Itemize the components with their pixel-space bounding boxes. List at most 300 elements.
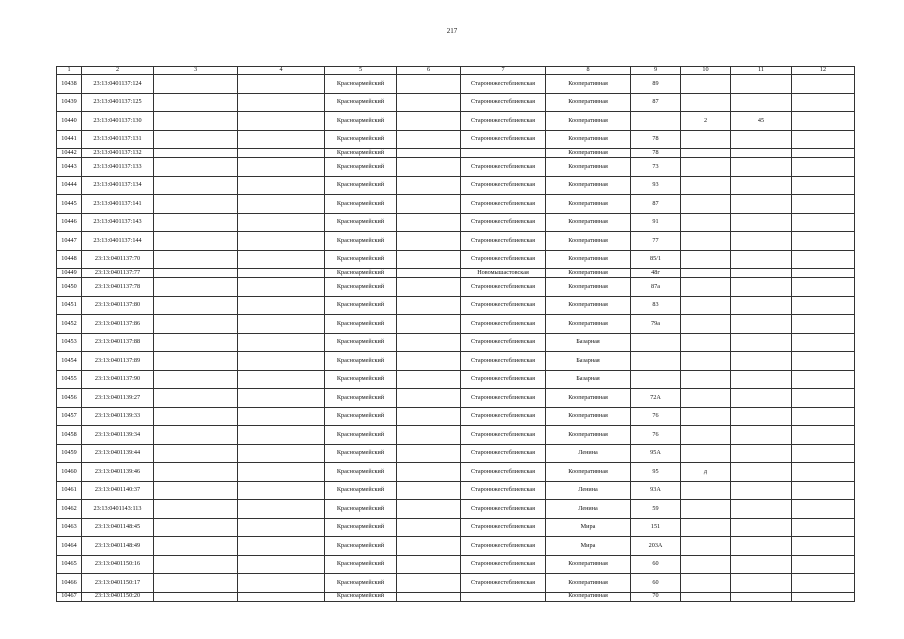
table-cell-col-10 [681,592,731,601]
table-body [57,75,855,602]
table-cell-col-11 [731,296,792,315]
registry-table [56,66,855,602]
table-cell-col-11: 45 [731,112,792,131]
table-cell-col-10 [681,537,731,556]
table-cell-col-9: 203А [631,537,681,556]
table-cell-col-10 [681,232,731,251]
column-header-3: 3 [154,67,238,75]
table-cell-col-6 [397,500,461,519]
table-cell-col-3 [154,537,238,556]
table-cell-col-4 [238,352,325,371]
table-cell-col-9: 87 [631,93,681,112]
table-cell-col-3 [154,232,238,251]
table-cell-col-10 [681,444,731,463]
table-cell-col-4 [238,296,325,315]
table-cell-col-1: 10440 [57,112,82,131]
table-cell-col-3 [154,481,238,500]
table-cell-col-3 [154,426,238,445]
table-cell-col-9: 72А [631,389,681,408]
table-cell-col-7: Староннжестеблиевская [461,158,546,177]
table-cell-col-11 [731,500,792,519]
table-cell-col-5: Красноармейский [325,463,397,482]
table-cell-col-8: Ленина [546,444,631,463]
table-cell-col-1: 10450 [57,278,82,297]
table-cell-col-8: Кооперативная [546,407,631,426]
table-cell-col-1: 10459 [57,444,82,463]
table-cell-col-12 [792,269,855,278]
table-cell-col-5: Красноармейский [325,333,397,352]
table-cell-col-10 [681,296,731,315]
table-cell-col-9: 91 [631,213,681,232]
table-cell-col-4 [238,75,325,94]
table-cell-col-11 [731,574,792,593]
table-cell-col-7: Староннжестеблиевская [461,112,546,131]
table-cell-col-11 [731,463,792,482]
table-cell-col-12 [792,444,855,463]
table-cell-col-12 [792,315,855,334]
table-row [57,315,855,334]
table-cell-col-10 [681,130,731,149]
table-cell-col-2: 23:13:0401137:77 [82,269,154,278]
table-cell-col-8: Кооперативная [546,269,631,278]
table-cell-col-7: Староннжестеблиевская [461,333,546,352]
table-row [57,537,855,556]
table-row [57,444,855,463]
table-cell-col-6 [397,269,461,278]
table-cell-col-1: 10454 [57,352,82,371]
table-row [57,130,855,149]
table-cell-col-2: 23:13:0401137:89 [82,352,154,371]
column-header-5: 5 [325,67,397,75]
table-cell-col-4 [238,518,325,537]
table-cell-col-9: 95А [631,444,681,463]
table-cell-col-2: 23:13:0401137:88 [82,333,154,352]
table-cell-col-7: Староннжестеблиевская [461,130,546,149]
table-cell-col-12 [792,426,855,445]
table-cell-col-5: Красноармейский [325,315,397,334]
table-cell-col-3 [154,444,238,463]
table-cell-col-10 [681,75,731,94]
table-cell-col-5: Красноармейский [325,75,397,94]
table-cell-col-5: Красноармейский [325,269,397,278]
table-cell-col-3 [154,370,238,389]
table-cell-col-2: 23:13:0401139:33 [82,407,154,426]
table-cell-col-12 [792,574,855,593]
table-cell-col-11 [731,176,792,195]
table-cell-col-12 [792,407,855,426]
table-cell-col-3 [154,130,238,149]
table-cell-col-3 [154,463,238,482]
table-cell-col-5: Красноармейский [325,537,397,556]
table-cell-col-5: Красноармейский [325,176,397,195]
table-cell-col-2: 23:13:0401137:86 [82,315,154,334]
table-cell-col-4 [238,130,325,149]
table-cell-col-2: 23:13:0401148:45 [82,518,154,537]
table-cell-col-12 [792,130,855,149]
table-cell-col-4 [238,537,325,556]
table-cell-col-6 [397,444,461,463]
table-cell-col-4 [238,500,325,519]
table-cell-col-3 [154,518,238,537]
table-cell-col-12 [792,518,855,537]
column-header-12: 12 [792,67,855,75]
table-cell-col-11 [731,426,792,445]
table-cell-col-12 [792,481,855,500]
table-cell-col-7: Староннжестеблиевская [461,463,546,482]
table-row [57,481,855,500]
table-cell-col-9: 78 [631,130,681,149]
table-cell-col-6 [397,407,461,426]
table-cell-col-7: Староннжестеблиевская [461,481,546,500]
table-cell-col-9 [631,112,681,131]
table-cell-col-8: Кооперативная [546,176,631,195]
table-cell-col-4 [238,195,325,214]
table-row [57,176,855,195]
table-row [57,370,855,389]
table-cell-col-7: Староннжестеблиевская [461,195,546,214]
table-cell-col-8: Кооперативная [546,389,631,408]
table-cell-col-7: Староннжестеблиевская [461,315,546,334]
table-cell-col-9: 151 [631,518,681,537]
table-cell-col-7: Староннжестеблиевская [461,278,546,297]
table-cell-col-10 [681,481,731,500]
table-cell-col-3 [154,500,238,519]
table-cell-col-11 [731,278,792,297]
table-cell-col-12 [792,149,855,158]
table-cell-col-11 [731,537,792,556]
table-header [57,67,855,75]
table-cell-col-1: 10442 [57,149,82,158]
table-cell-col-2: 23:13:0401137:130 [82,112,154,131]
table-cell-col-11 [731,592,792,601]
table-cell-col-7: Староннжестеблиевская [461,574,546,593]
table-cell-col-5: Красноармейский [325,158,397,177]
table-cell-col-1: 10463 [57,518,82,537]
column-header-1: 1 [57,67,82,75]
table-cell-col-11 [731,93,792,112]
table-cell-col-1: 10456 [57,389,82,408]
table-cell-col-7: Староннжестеблиевская [461,370,546,389]
table-cell-col-12 [792,278,855,297]
table-cell-col-7: Староннжестеблиевская [461,250,546,269]
table-cell-col-7: Новомышастовская [461,269,546,278]
table-cell-col-4 [238,389,325,408]
table-cell-col-2: 23:13:0401137:134 [82,176,154,195]
table-cell-col-12 [792,296,855,315]
table-cell-col-5: Красноармейский [325,278,397,297]
table-row [57,333,855,352]
table-cell-col-11 [731,407,792,426]
table-cell-col-5: Красноармейский [325,574,397,593]
table-row [57,296,855,315]
table-cell-col-3 [154,195,238,214]
table-cell-col-10 [681,555,731,574]
table-cell-col-10 [681,370,731,389]
table-cell-col-11 [731,195,792,214]
table-cell-col-11 [731,481,792,500]
table-cell-col-1: 10457 [57,407,82,426]
table-cell-col-6 [397,195,461,214]
table-cell-col-12 [792,352,855,371]
table-cell-col-1: 10465 [57,555,82,574]
table-cell-col-9: 83 [631,296,681,315]
table-cell-col-1: 10447 [57,232,82,251]
table-cell-col-8: Кооперативная [546,130,631,149]
table-cell-col-11 [731,315,792,334]
table-cell-col-1: 10453 [57,333,82,352]
table-cell-col-7: Староннжестеблиевская [461,407,546,426]
table-cell-col-5: Красноармейский [325,195,397,214]
table-cell-col-11 [731,352,792,371]
table-cell-col-3 [154,333,238,352]
table-row [57,500,855,519]
table-cell-col-6 [397,333,461,352]
table-cell-col-11 [731,75,792,94]
table-cell-col-5: Красноармейский [325,112,397,131]
table-cell-col-7: Староннжестеблиевская [461,75,546,94]
table-cell-col-1: 10460 [57,463,82,482]
table-cell-col-10 [681,176,731,195]
table-cell-col-11 [731,518,792,537]
table-cell-col-6 [397,213,461,232]
table-cell-col-4 [238,407,325,426]
table-cell-col-8: Мира [546,518,631,537]
table-row [57,232,855,251]
table-cell-col-7: Староннжестеблиевская [461,93,546,112]
table-cell-col-12 [792,500,855,519]
table-cell-col-8: Мира [546,537,631,556]
table-cell-col-9: 70 [631,592,681,601]
table-cell-col-3 [154,149,238,158]
table-cell-col-1: 10462 [57,500,82,519]
table-cell-col-4 [238,333,325,352]
table-row [57,195,855,214]
table-cell-col-10 [681,574,731,593]
table-cell-col-1: 10446 [57,213,82,232]
table-cell-col-6 [397,315,461,334]
table-row [57,93,855,112]
table-cell-col-2: 23:13:0401137:133 [82,158,154,177]
table-cell-col-5: Красноармейский [325,555,397,574]
table-cell-col-6 [397,481,461,500]
table-cell-col-8: Кооперативная [546,149,631,158]
table-cell-col-8: Кооперативная [546,213,631,232]
table-cell-col-7 [461,149,546,158]
table-cell-col-5: Красноармейский [325,232,397,251]
table-row [57,158,855,177]
column-header-2: 2 [82,67,154,75]
table-cell-col-2: 23:13:0401139:34 [82,426,154,445]
table-cell-col-11 [731,444,792,463]
table-cell-col-1: 10455 [57,370,82,389]
table-cell-col-2: 23:13:0401150:20 [82,592,154,601]
table-cell-col-4 [238,93,325,112]
table-cell-col-12 [792,592,855,601]
table-cell-col-5: Красноармейский [325,592,397,601]
table-cell-col-4 [238,426,325,445]
table-cell-col-9: 60 [631,574,681,593]
column-header-8: 8 [546,67,631,75]
table-row [57,555,855,574]
table-cell-col-7: Староннжестеблиевская [461,232,546,251]
table-cell-col-10 [681,158,731,177]
table-cell-col-12 [792,93,855,112]
table-cell-col-4 [238,370,325,389]
table-cell-col-7: Староннжестеблиевская [461,500,546,519]
table-cell-col-3 [154,389,238,408]
table-cell-col-10 [681,250,731,269]
table-cell-col-8: Кооперативная [546,592,631,601]
table-cell-col-12 [792,250,855,269]
table-cell-col-3 [154,592,238,601]
table-cell-col-7 [461,592,546,601]
table-cell-col-5: Красноармейский [325,518,397,537]
table-cell-col-5: Красноармейский [325,426,397,445]
table-cell-col-2: 23:13:0401150:16 [82,555,154,574]
table-cell-col-10: 2 [681,112,731,131]
table-row [57,75,855,94]
table-row [57,389,855,408]
table-cell-col-4 [238,232,325,251]
column-number-row [57,67,855,75]
table-cell-col-1: 10458 [57,426,82,445]
table-cell-col-1: 10439 [57,93,82,112]
table-cell-col-5: Красноармейский [325,444,397,463]
table-cell-col-6 [397,75,461,94]
table-cell-col-4 [238,149,325,158]
table-cell-col-4 [238,592,325,601]
table-cell-col-9: 73 [631,158,681,177]
table-cell-col-5: Красноармейский [325,250,397,269]
table-cell-col-6 [397,463,461,482]
table-cell-col-8: Кооперативная [546,296,631,315]
table-row [57,250,855,269]
table-cell-col-2: 23:13:0401137:70 [82,250,154,269]
table-cell-col-7: Староннжестеблиевская [461,296,546,315]
table-row [57,278,855,297]
table-cell-col-8: Кооперативная [546,555,631,574]
table-cell-col-6 [397,278,461,297]
column-header-10: 10 [681,67,731,75]
table-cell-col-2: 23:13:0401140:37 [82,481,154,500]
table-cell-col-9: 76 [631,426,681,445]
table-cell-col-10 [681,315,731,334]
table-cell-col-4 [238,112,325,131]
table-cell-col-3 [154,93,238,112]
column-header-9: 9 [631,67,681,75]
table-cell-col-8: Кооперативная [546,93,631,112]
table-cell-col-9: 85/1 [631,250,681,269]
table-cell-col-2: 23:13:0401139:27 [82,389,154,408]
table-cell-col-8: Кооперативная [546,463,631,482]
table-cell-col-8: Ленина [546,500,631,519]
table-cell-col-12 [792,463,855,482]
table-cell-col-9: 95 [631,463,681,482]
table-cell-col-8: Кооперативная [546,315,631,334]
table-cell-col-4 [238,574,325,593]
table-cell-col-11 [731,149,792,158]
table-cell-col-10 [681,93,731,112]
table-cell-col-5: Красноармейский [325,93,397,112]
table-cell-col-8: Ленина [546,481,631,500]
table-cell-col-1: 10452 [57,315,82,334]
table-cell-col-1: 10445 [57,195,82,214]
table-cell-col-12 [792,389,855,408]
table-cell-col-11 [731,250,792,269]
table-cell-col-11 [731,370,792,389]
table-cell-col-6 [397,518,461,537]
table-cell-col-8: Кооперативная [546,250,631,269]
table-cell-col-2: 23:13:0401139:46 [82,463,154,482]
table-cell-col-4 [238,213,325,232]
table-cell-col-4 [238,463,325,482]
table-cell-col-2: 23:13:0401143:113 [82,500,154,519]
table-cell-col-10 [681,426,731,445]
table-cell-col-9 [631,352,681,371]
table-cell-col-9: 77 [631,232,681,251]
table-cell-col-7: Староннжестеблиевская [461,389,546,408]
table-cell-col-3 [154,574,238,593]
table-cell-col-4 [238,481,325,500]
table-cell-col-9: 59 [631,500,681,519]
table-cell-col-4 [238,158,325,177]
table-cell-col-11 [731,213,792,232]
table-cell-col-10 [681,278,731,297]
table-cell-col-12 [792,75,855,94]
table-cell-col-10 [681,518,731,537]
table-cell-col-9: 60 [631,555,681,574]
table-cell-col-9: 79а [631,315,681,334]
table-cell-col-7: Староннжестеблиевская [461,555,546,574]
table-cell-col-5: Красноармейский [325,296,397,315]
table-cell-col-11 [731,333,792,352]
table-cell-col-8: Кооперативная [546,232,631,251]
table-cell-col-1: 10464 [57,537,82,556]
table-cell-col-4 [238,250,325,269]
table-cell-col-5: Красноармейский [325,407,397,426]
table-cell-col-3 [154,158,238,177]
table-cell-col-2: 23:13:0401137:143 [82,213,154,232]
table-cell-col-3 [154,269,238,278]
column-header-11: 11 [731,67,792,75]
table-cell-col-6 [397,158,461,177]
table-row [57,574,855,593]
table-cell-col-7: Староннжестеблиевская [461,213,546,232]
table-row [57,426,855,445]
table-cell-col-2: 23:13:0401148:49 [82,537,154,556]
table-cell-col-2: 23:13:0401137:124 [82,75,154,94]
table-cell-col-1: 10443 [57,158,82,177]
table-cell-col-1: 10441 [57,130,82,149]
table-cell-col-9 [631,333,681,352]
table-row [57,352,855,371]
table-cell-col-10 [681,333,731,352]
table-cell-col-12 [792,537,855,556]
table-cell-col-5: Красноармейский [325,481,397,500]
table-cell-col-3 [154,213,238,232]
table-cell-col-10 [681,149,731,158]
table-cell-col-12 [792,555,855,574]
table-cell-col-7: Староннжестеблиевская [461,176,546,195]
table-cell-col-9: 48г [631,269,681,278]
table-cell-col-10 [681,407,731,426]
table-cell-col-4 [238,315,325,334]
table-cell-col-12 [792,213,855,232]
table-row [57,518,855,537]
table-cell-col-11 [731,555,792,574]
table-cell-col-8: Кооперативная [546,426,631,445]
table-cell-col-1: 10444 [57,176,82,195]
